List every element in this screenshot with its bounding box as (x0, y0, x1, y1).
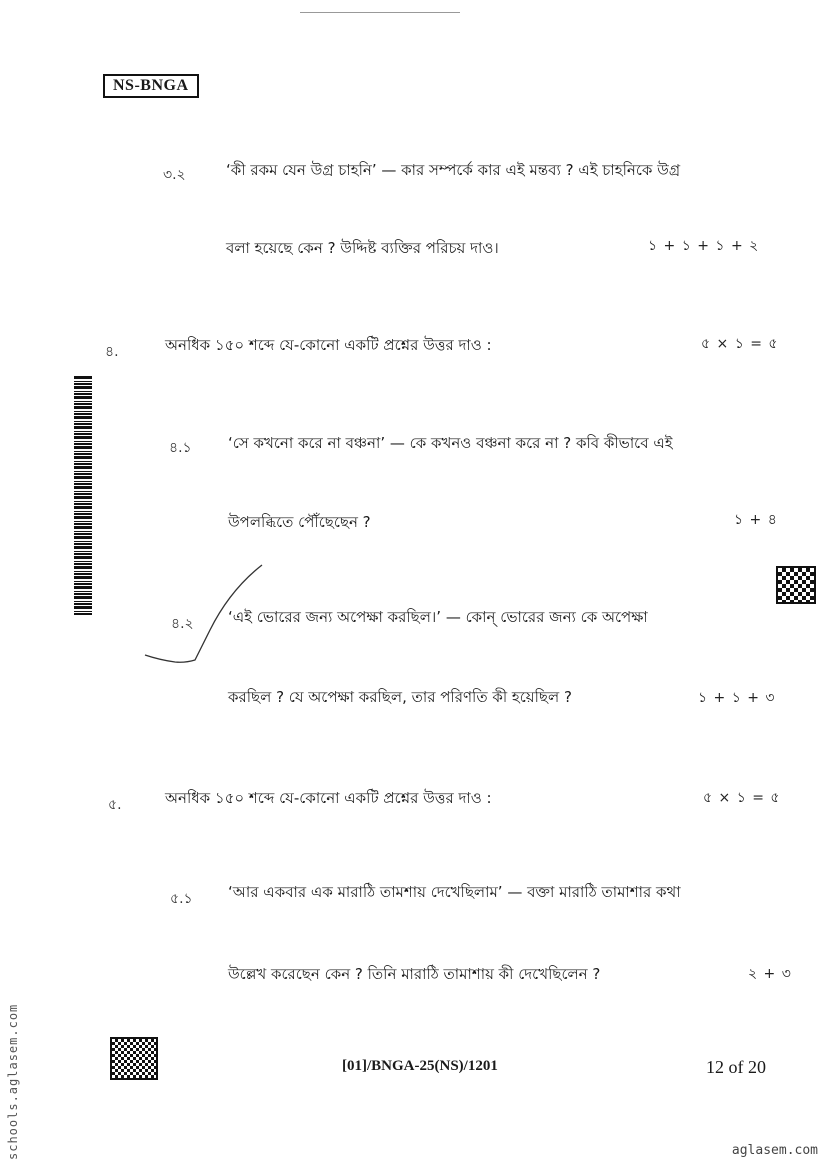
question-text-line: করছিল ? যে অপেক্ষা করছিল, তার পরিণতি কী হয়েছিল ? (228, 688, 572, 706)
top-rule (300, 12, 460, 13)
question-text-line: ‘আর একবার এক মারাঠি তামশায় দেখেছিলাম’ — বক্তা মারাঠি তামাশার কথা (228, 883, 681, 901)
bottom-watermark: aglasem.com (731, 1143, 818, 1158)
question-number: ৪.১ (169, 440, 192, 456)
paper-code: [01]/BNGA-25(NS)/1201 (342, 1058, 498, 1074)
question-number: ৫. (108, 797, 122, 813)
question-text-line: বলা হয়েছে কেন ? উদ্দিষ্ট ব্যক্তির পরিচয় দাও। (226, 239, 499, 257)
marks-allocation: ৫ × ১ = ৫ (703, 790, 781, 806)
question-number: ৪. (105, 344, 119, 360)
marks-allocation: ১ + ৪ (734, 512, 778, 528)
qr-code-icon (110, 1037, 158, 1080)
question-text-line: উল্লেখ করেছেন কেন ? তিনি মারাঠি তামাশায় কী দেখেছিলেন ? (228, 965, 601, 983)
question-text-line: ‘সে কখনো করে না বঞ্চনা’ — কে কখনও বঞ্চনা করে না ? কবি কীভাবে এই (228, 434, 673, 452)
question-text-line: ‘এই ভোরের জন্য অপেক্ষা করছিল।’ — কোন্ ভোরের জন্য কে অপেক্ষা (228, 608, 648, 626)
page-code-box: NS-BNGA (103, 74, 199, 98)
marks-allocation: ১ + ১ + ১ + ২ (648, 238, 760, 254)
question-text-line: ‘কী রকম যেন উগ্র চাহনি’ — কার সম্পর্কে কার এই মন্তব্য ? এই চাহনিকে উগ্র (226, 161, 681, 179)
page-number: 12 of 20 (706, 1057, 766, 1077)
side-watermark: schools.aglasem.com (6, 1003, 20, 1160)
barcode (74, 375, 92, 615)
question-instruction: অনধিক ১৫০ শব্দে যে-কোনো একটি প্রশ্নের উত্তর দাও : (165, 789, 492, 807)
marks-allocation: ৫ × ১ = ৫ (701, 336, 779, 352)
question-number: ৪.২ (171, 616, 194, 632)
question-instruction: অনধিক ১৫০ শব্দে যে-কোনো একটি প্রশ্নের উত্তর দাও : (165, 336, 492, 354)
question-text-line: উপলব্ধিতে পৌঁছেছেন ? (228, 513, 371, 531)
check-mark-icon (140, 560, 270, 670)
qr-code-icon (776, 566, 816, 604)
question-number: ৩.২ (163, 167, 186, 183)
marks-allocation: ২ + ৩ (748, 966, 792, 982)
marks-allocation: ১ + ১ + ৩ (698, 690, 776, 706)
question-number: ৫.১ (170, 891, 193, 907)
